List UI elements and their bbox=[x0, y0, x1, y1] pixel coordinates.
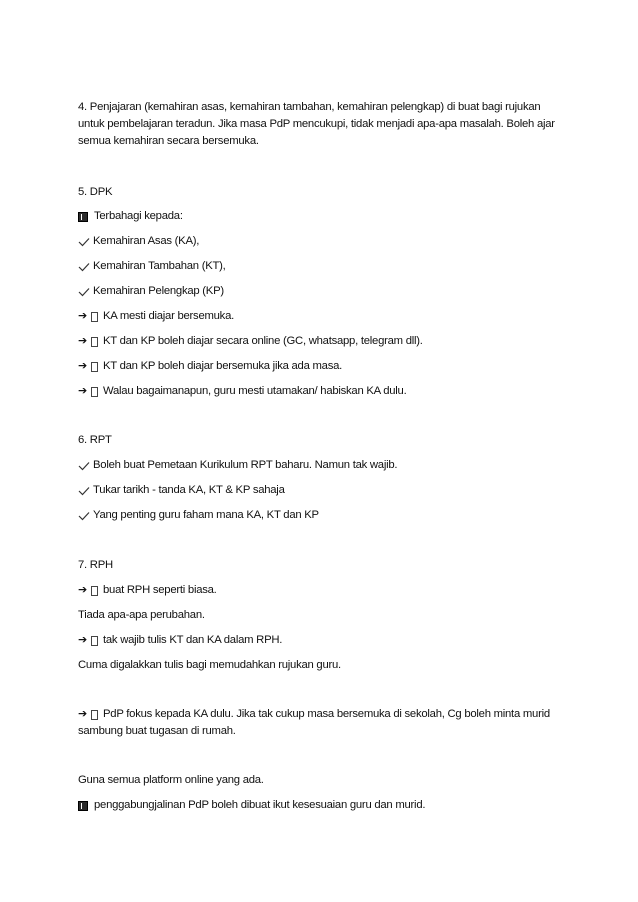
check-item-kt bbox=[78, 258, 226, 275]
box-icon bbox=[91, 387, 98, 397]
box-icon bbox=[91, 636, 98, 646]
check-icon bbox=[78, 460, 90, 472]
platform-book-line bbox=[78, 797, 425, 814]
arrow-item-label: KT dan KP boleh diajar bersemuka jika ada masa. bbox=[103, 360, 343, 372]
box-icon bbox=[91, 312, 98, 322]
box-icon bbox=[91, 586, 98, 596]
arrow-right-icon: ➔ bbox=[78, 708, 87, 720]
rph-plain-2: Cuma digalakkan tulis bagi memudahkan rujukan guru. bbox=[78, 659, 341, 671]
section-5-intro bbox=[78, 208, 183, 225]
arrow-right-icon: ➔ bbox=[78, 360, 87, 372]
book-icon bbox=[78, 801, 88, 811]
rpt-check-label: Boleh buat Pemetaan Kurikulum RPT baharu. Namun tak wajib. bbox=[93, 459, 398, 471]
check-icon bbox=[78, 236, 90, 248]
rph-arrow-2 bbox=[78, 632, 282, 649]
arrow-right-icon: ➔ bbox=[78, 634, 87, 646]
section-4-paragraph bbox=[78, 99, 573, 150]
pdp-line-1-text: PdP fokus kepada KA dulu. Jika tak cukup masa bersemuka di sekolah, Cg boleh minta murid bbox=[103, 708, 550, 720]
arrow-item-3 bbox=[78, 358, 342, 375]
platform-line: Guna semua platform online yang ada. bbox=[78, 774, 264, 786]
check-item-kp bbox=[78, 283, 224, 300]
rph-arrow-1 bbox=[78, 582, 217, 599]
rph-arrow-label: tak wajib tulis KT dan KA dalam RPH. bbox=[103, 634, 283, 646]
box-icon bbox=[91, 362, 98, 372]
rpt-check-1 bbox=[78, 457, 397, 474]
section-4-line-2: untuk pembelajaran teradun. Jika masa PdP mencukupi, tidak menjadi apa-apa masalah. Boleh ajar bbox=[78, 118, 555, 130]
check-item-label: Kemahiran Pelengkap (KP) bbox=[93, 285, 224, 297]
arrow-item-label: Walau bagaimanapun, guru mesti utamakan/ habiskan KA dulu. bbox=[103, 385, 407, 397]
arrow-item-1 bbox=[78, 308, 234, 325]
section-4-line-3: semua kemahiran secara bersemuka. bbox=[78, 135, 259, 147]
check-icon bbox=[78, 510, 90, 522]
section-7-heading: 7. RPH bbox=[78, 559, 113, 571]
arrow-right-icon: ➔ bbox=[78, 385, 87, 397]
rph-arrow-label: buat RPH seperti biasa. bbox=[103, 584, 217, 596]
arrow-item-2 bbox=[78, 333, 423, 350]
arrow-item-label: KT dan KP boleh diajar secara online (GC, whatsapp, telegram dll). bbox=[103, 335, 423, 347]
section-5-intro-text: Terbahagi kepada: bbox=[94, 210, 183, 222]
rpt-check-label: Tukar tarikh - tanda KA, KT & KP sahaja bbox=[93, 484, 285, 496]
book-icon bbox=[78, 212, 88, 222]
platform-book-text: penggabungjalinan PdP boleh dibuat ikut kesesuaian guru dan murid. bbox=[94, 799, 426, 811]
box-icon bbox=[91, 337, 98, 347]
check-item-ka bbox=[78, 233, 199, 250]
pdp-line-1 bbox=[78, 706, 573, 723]
rph-plain-1: Tiada apa-apa perubahan. bbox=[78, 609, 205, 621]
rpt-check-label: Yang penting guru faham mana KA, KT dan KP bbox=[93, 509, 319, 521]
pdp-paragraph bbox=[78, 706, 573, 740]
check-item-label: Kemahiran Tambahan (KT), bbox=[93, 260, 226, 272]
arrow-right-icon: ➔ bbox=[78, 584, 87, 596]
arrow-item-4 bbox=[78, 383, 406, 400]
check-icon bbox=[78, 261, 90, 273]
section-6-heading: 6. RPT bbox=[78, 434, 112, 446]
section-5-heading: 5. DPK bbox=[78, 186, 113, 198]
arrow-right-icon: ➔ bbox=[78, 310, 87, 322]
arrow-item-label: KA mesti diajar bersemuka. bbox=[103, 310, 235, 322]
check-item-label: Kemahiran Asas (KA), bbox=[93, 235, 200, 247]
check-icon bbox=[78, 485, 90, 497]
rpt-check-3 bbox=[78, 507, 319, 524]
check-icon bbox=[78, 286, 90, 298]
rpt-check-2 bbox=[78, 482, 285, 499]
box-icon bbox=[91, 710, 98, 720]
arrow-right-icon: ➔ bbox=[78, 335, 87, 347]
section-4-line-1: 4. Penjajaran (kemahiran asas, kemahiran tambahan, kemahiran pelengkap) di buat bagi rujukan bbox=[78, 101, 541, 113]
pdp-line-2: sambung buat tugasan di rumah. bbox=[78, 725, 236, 737]
